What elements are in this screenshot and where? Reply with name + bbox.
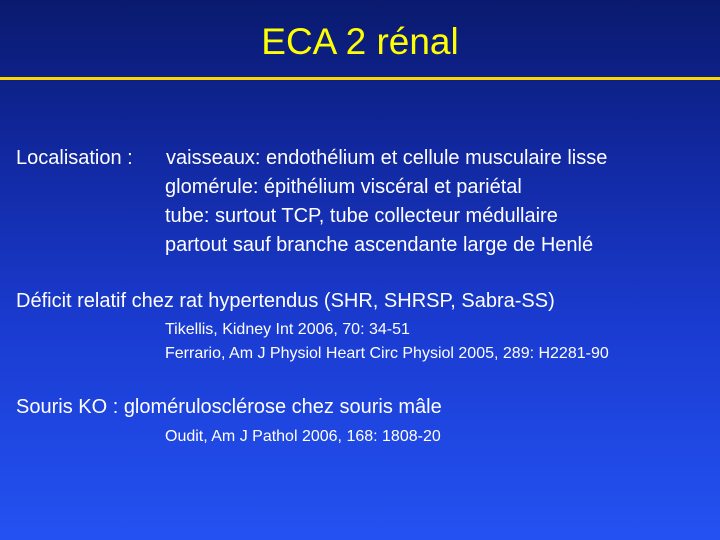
localisation-line: vaisseaux: endothélium et cellule musculaire lisse	[166, 147, 608, 169]
slide-title: ECA 2 rénal	[261, 21, 459, 62]
localisation-line: partout sauf branche ascendante large de Henlé	[165, 234, 594, 256]
deficit-text: Déficit relatif chez rat hypertendus (SHR, SHRSP, Sabra-SS)	[16, 290, 555, 312]
title-divider	[0, 77, 720, 80]
localisation-line: glomérule: épithélium viscéral et pariétal	[165, 176, 522, 198]
localisation-label: Localisation :	[16, 147, 133, 169]
localisation-line: tube: surtout TCP, tube collecteur médullaire	[165, 205, 558, 227]
reference-citation: Oudit, Am J Pathol 2006, 168: 1808-20	[165, 428, 441, 445]
souris-text: Souris KO : glomérulosclérose chez souris mâle	[16, 396, 442, 418]
reference-citation: Tikellis, Kidney Int 2006, 70: 34-51	[165, 321, 410, 338]
reference-citation: Ferrario, Am J Physiol Heart Circ Physiol 2005, 289: H2281-90	[165, 345, 609, 362]
